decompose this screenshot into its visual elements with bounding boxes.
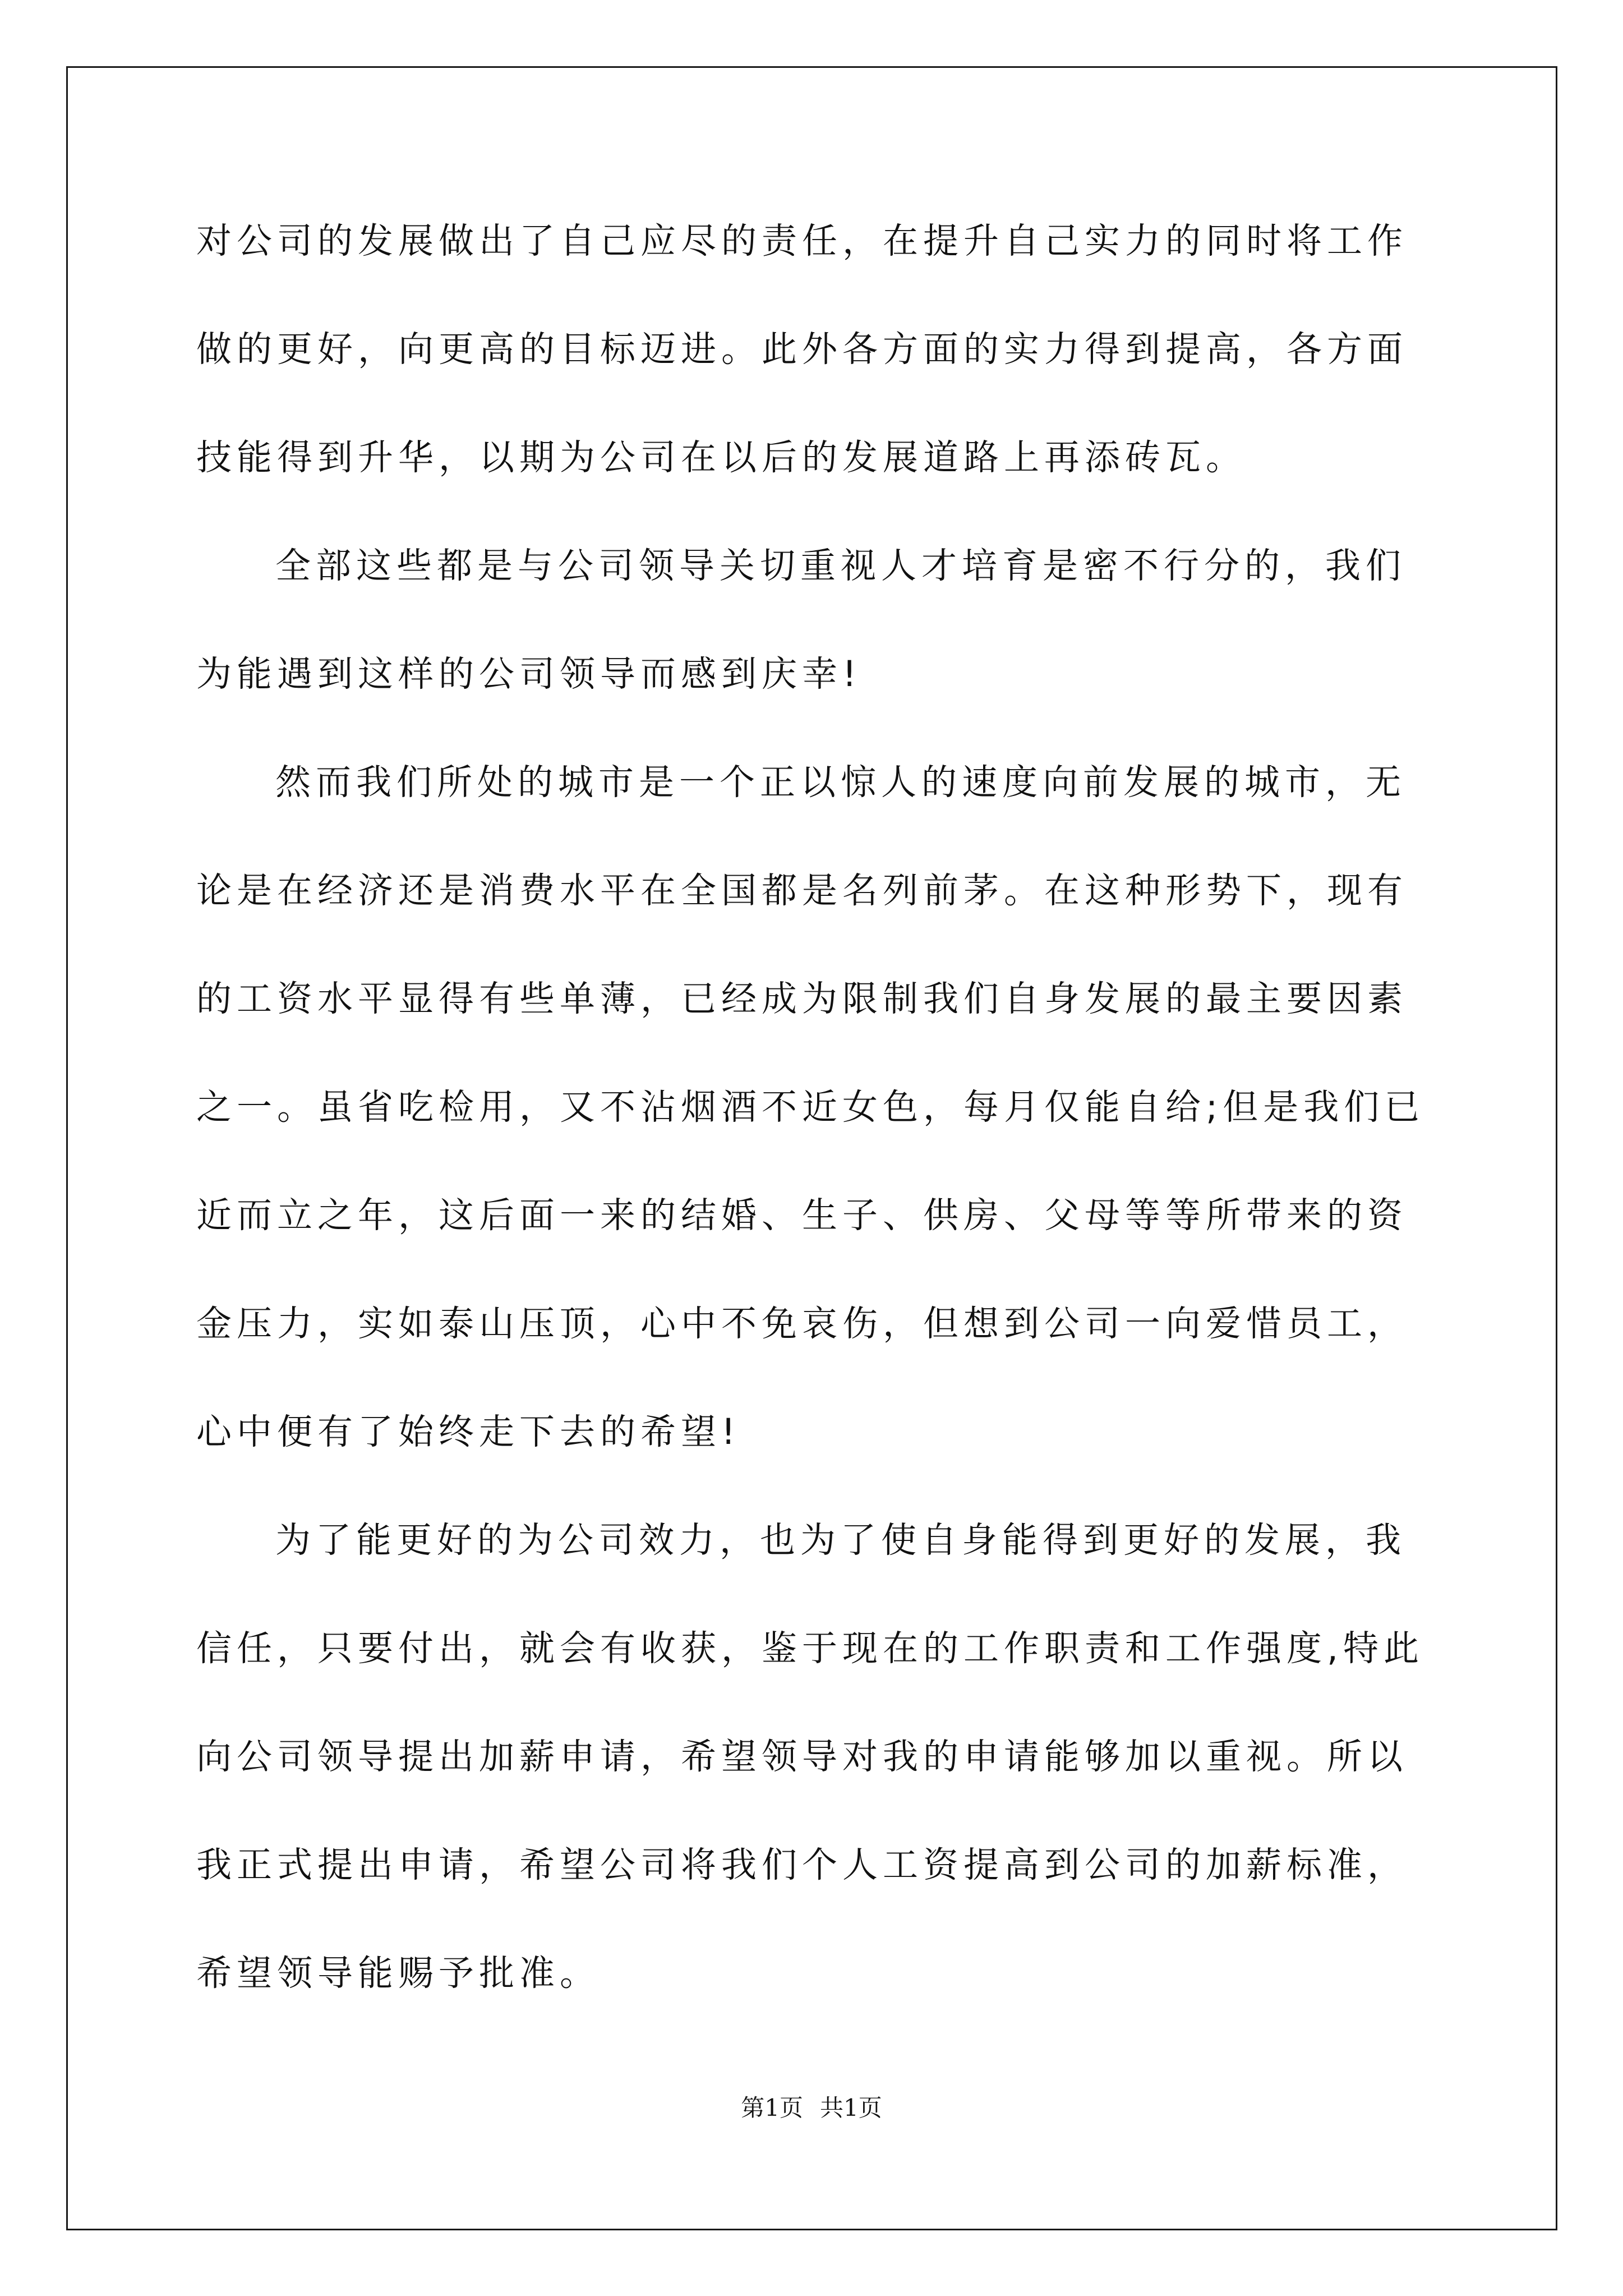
text-line: 心中便有了始终走下去的希望! bbox=[196, 1411, 741, 1452]
text-line: 做的更好，向更高的目标迈进。此外各方面的实力得到提高，各方面 bbox=[196, 329, 1408, 370]
text-line: 向公司领导提出加薪申请，希望领导对我的申请能够加以重视。所以 bbox=[196, 1736, 1408, 1777]
text-line: 近而立之年，这后面一来的结婚、生子、供房、父母等等所带来的资 bbox=[196, 1195, 1408, 1236]
text-line: 我正式提出申请，希望公司将我们个人工资提高到公司的加薪标准， bbox=[196, 1844, 1408, 1885]
text-line: 的工资水平显得有些单薄，已经成为限制我们自身发展的最主要因素 bbox=[196, 978, 1408, 1019]
text-line: 之一。虽省吃检用，又不沾烟酒不近女色，每月仅能自给;但是我们已 bbox=[196, 1087, 1425, 1128]
page-number: 第1页 bbox=[741, 2094, 803, 2122]
text-line: 希望领导能赐予批准。 bbox=[196, 1953, 600, 1994]
page-total: 共1页 bbox=[820, 2094, 882, 2122]
document-body bbox=[196, 212, 1433, 2053]
paragraph-first-line: 全部这些都是与公司领导关切重视人才培育是密不行分的，我们 bbox=[275, 545, 1406, 586]
paragraph-first-line: 为了能更好的为公司效力，也为了使自身能得到更好的发展，我 bbox=[275, 1520, 1406, 1561]
text-line: 信任，只要付出，就会有收获，鉴于现在的工作职责和工作强度,特此 bbox=[196, 1628, 1424, 1669]
text-line: 为能遇到这样的公司领导而感到庆幸! bbox=[196, 654, 862, 694]
text-line: 金压力，实如泰山压顶，心中不免哀伤，但想到公司一向爱惜员工， bbox=[196, 1303, 1408, 1344]
text-line: 论是在经济还是消费水平在全国都是名列前茅。在这种形势下，现有 bbox=[196, 870, 1408, 911]
text-line: 技能得到升华，以期为公司在以后的发展道路上再添砖瓦。 bbox=[196, 437, 1246, 478]
text-line: 对公司的发展做出了自己应尽的责任，在提升自己实力的同时将工作 bbox=[196, 220, 1408, 261]
page-footer bbox=[0, 2090, 1623, 2123]
paragraph-first-line: 然而我们所处的城市是一个正以惊人的速度向前发展的城市，无 bbox=[275, 762, 1406, 803]
